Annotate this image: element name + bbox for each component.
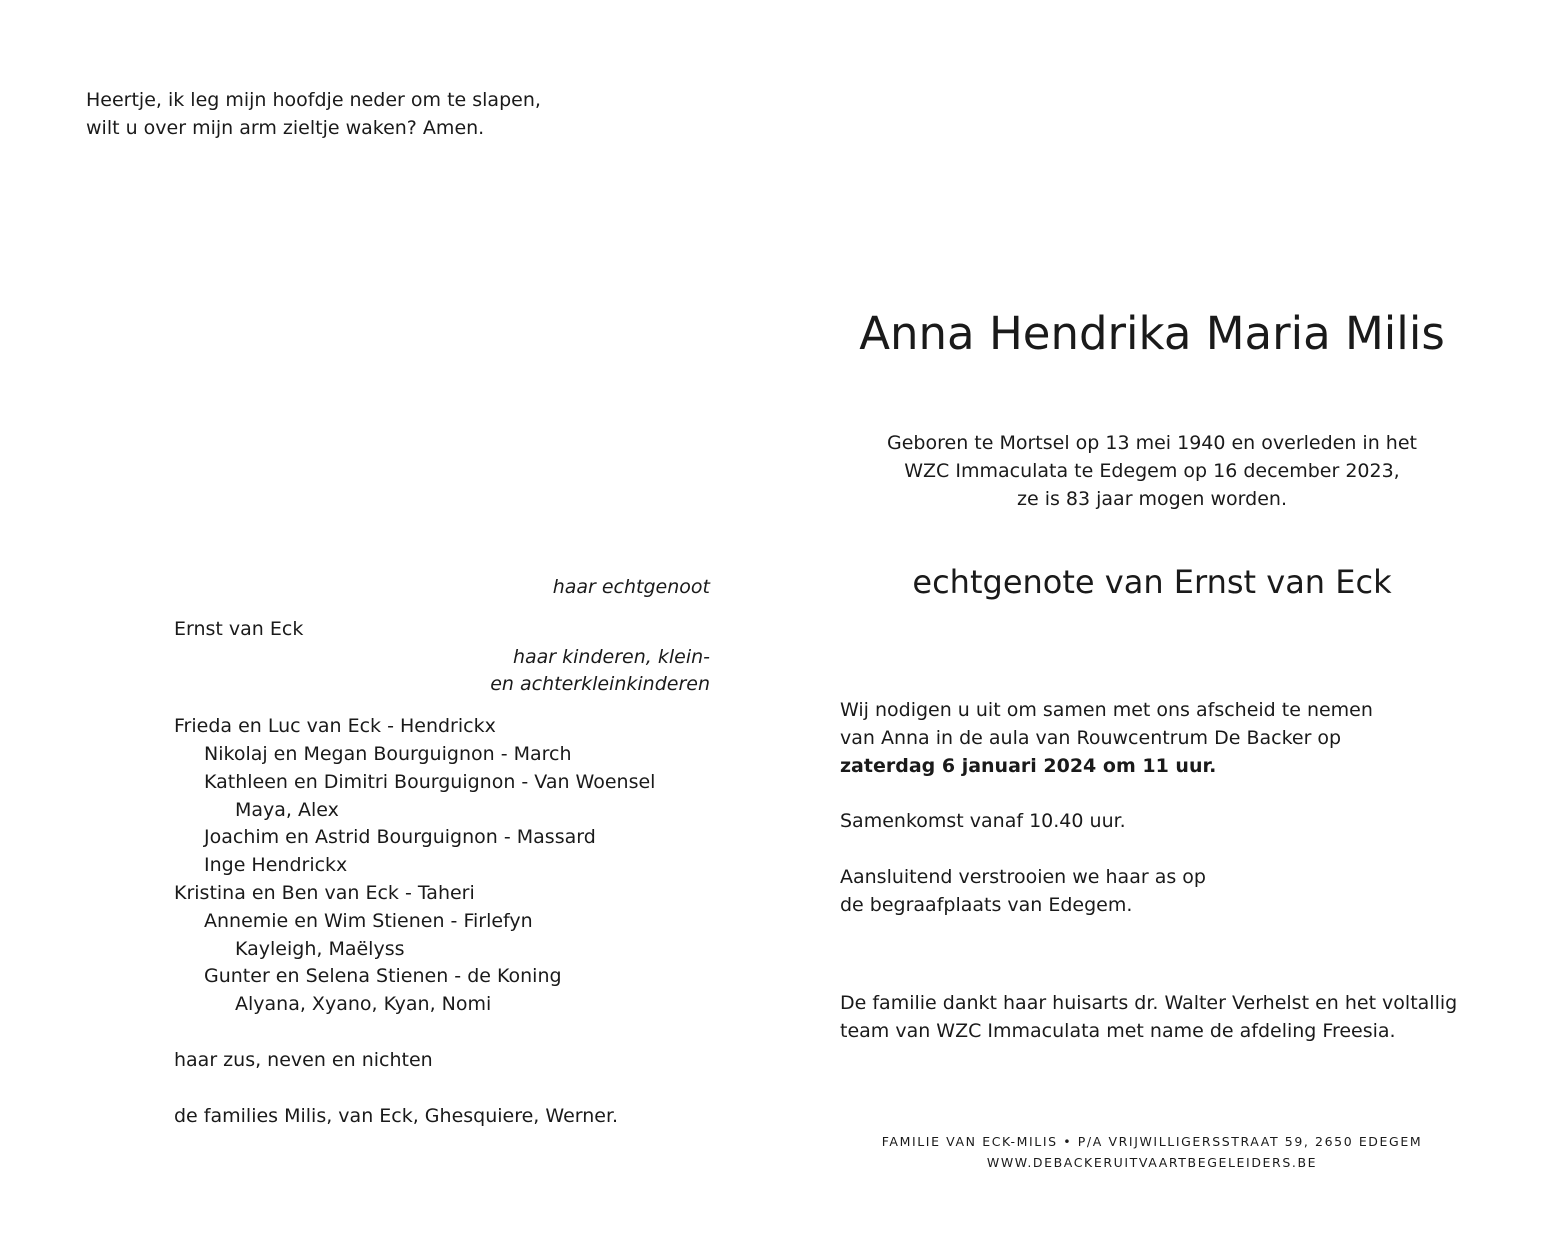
family-member: Nikolaj en Megan Bourguignon - March [204,742,572,765]
family-member: Joachim en Astrid Bourguignon - Massard [204,826,596,849]
footer [838,1131,1466,1173]
thanks-paragraph: De familie dankt haar huisarts dr. Walter Verhelst en het voltallig team van WZC Immaculata met name de afdeling Freesia. [840,992,1458,1042]
footer-address: FAMILIE VAN ECK-MILIS • P/A VRIJWILLIGERSSTRAAT 59, 2650 EDEGEM [881,1134,1423,1149]
scatter-line: Aansluitend verstrooien we haar as op [840,866,1206,889]
invitation-line: van Anna in de aula van Rouwcentrum De Backer op [840,726,1342,749]
family-member: Maya, Alex [235,798,339,821]
poem-line: wilt u over mijn arm zieltje waken? Amen. [86,117,485,139]
families-line: de families Milis, van Eck, Ghesquiere, Werner. [174,1104,619,1127]
spouse-subtitle: echtgenote van Ernst van Eck [912,563,1392,601]
poem-line: Heertje, ik leg mijn hoofdje neder om te slapen, [86,89,541,111]
family-member: Alyana, Xyano, Kyan, Nomi [235,993,492,1016]
family-member: Annemie en Wim Stienen - Firlefyn [204,909,533,932]
family-member: Kayleigh, Maëlyss [235,937,405,960]
invitation-block [840,697,1460,920]
spouse-role-label: haar echtgenoot [552,576,710,598]
family-member: Inge Hendrickx [204,854,348,877]
opening-poem [86,86,541,142]
birth-death-line: Geboren te Mortsel op 13 mei 1940 en overleden in het [887,432,1417,454]
children-role-label: haar kinderen, klein- [512,645,710,668]
invitation-line: Wij nodigen u uit om samen met ons afscheid te nemen [840,699,1373,721]
gathering-time: Samenkomst vanaf 10.40 uur. [840,810,1126,833]
ceremony-date: zaterdag 6 januari 2024 om 11 uur. [840,754,1217,777]
family-member: Gunter en Selena Stienen - de Koning [204,965,562,988]
children-role-label: en achterkleinkinderen [490,673,710,696]
family-member: Frieda en Luc van Eck - Hendrickx [174,715,496,738]
footer-website: WWW.DEBACKERUITVAARTBEGELEIDERS.BE [986,1155,1318,1170]
scatter-line: de begraafplaats van Edegem. [840,893,1133,916]
family-member: Kristina en Ben van Eck - Taheri [174,881,475,904]
family-member: Kathleen en Dimitri Bourguignon - Van Woensel [204,770,656,793]
sister-line: haar zus, neven en nichten [174,1048,433,1071]
birth-death-line: WZC Immaculata te Edegem op 16 december 2023, [904,460,1400,482]
family-list [174,574,710,1131]
spouse-name: Ernst van Eck [174,617,304,640]
birth-death-info [852,429,1452,513]
deceased-name: Anna Hendrika Maria Milis [859,307,1445,360]
birth-death-line: ze is 83 jaar mogen worden. [1017,488,1287,510]
